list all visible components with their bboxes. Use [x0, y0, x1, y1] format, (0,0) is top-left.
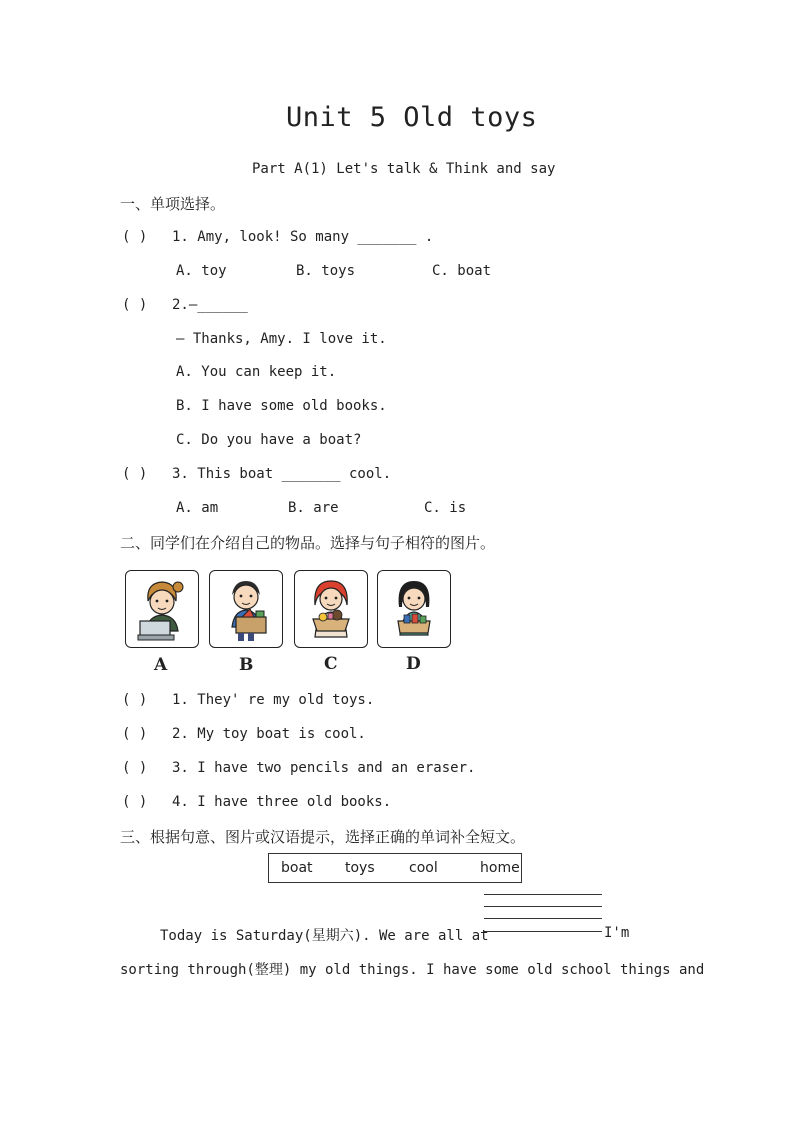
- picture-a: [125, 570, 199, 648]
- word-bank-item: boat: [281, 860, 313, 876]
- match-sentence-2: 2. My toy boat is cool.: [172, 726, 366, 742]
- passage-line-2: sorting through(整理) my old things. I have some old school things and: [120, 962, 705, 978]
- answer-bracket-2[interactable]: ( ): [122, 297, 148, 313]
- match-sentence-4: 4. I have three old books.: [172, 794, 392, 810]
- question-2-stem: 2.—______: [172, 297, 248, 313]
- picture-d: [377, 570, 451, 648]
- girl-with-toy-box-icon: [295, 571, 367, 647]
- section-2-heading: 二、同学们在介绍自己的物品。选择与句子相符的图片。: [120, 534, 496, 552]
- match-bracket-3[interactable]: ( ): [122, 760, 148, 776]
- passage-line-1: Today is Saturday(星期六). We are all at: [160, 928, 489, 944]
- question-2-reply: — Thanks, Amy. I love it.: [176, 331, 387, 347]
- boy-with-toy-boat-icon: [210, 571, 282, 647]
- q1-option-a: A. toy: [176, 263, 227, 279]
- q1-option-c: C. boat: [432, 263, 492, 279]
- question-3-stem: 3. This boat _______ cool.: [172, 466, 392, 482]
- question-1-stem: 1. Amy, look! So many _______ .: [172, 229, 434, 245]
- answer-bracket-3[interactable]: ( ): [122, 466, 148, 482]
- section-1-heading: 一、单项选择。: [120, 195, 226, 213]
- picture-label-a: A: [154, 655, 168, 675]
- girl-with-laptop-icon: [126, 571, 198, 647]
- passage-line-1-end: I'm: [604, 925, 630, 941]
- match-sentence-3: 3. I have two pencils and an eraser.: [172, 760, 476, 776]
- picture-label-d: D: [406, 654, 421, 674]
- word-bank-item: home: [480, 860, 520, 876]
- picture-label-c: C: [324, 654, 338, 674]
- q2-option-a: A. You can keep it.: [176, 364, 337, 380]
- match-bracket-1[interactable]: ( ): [122, 692, 148, 708]
- q3-option-c: C. is: [424, 500, 467, 516]
- answer-blank-line[interactable]: [484, 931, 602, 932]
- word-bank-item: toys: [345, 860, 375, 876]
- picture-b: [209, 570, 283, 648]
- picture-c: [294, 570, 368, 648]
- match-bracket-2[interactable]: ( ): [122, 726, 148, 742]
- q3-option-b: B. are: [288, 500, 339, 516]
- word-bank: [268, 853, 522, 883]
- page-title: Unit 5 Old toys: [286, 102, 538, 133]
- word-bank-item: cool: [409, 860, 438, 876]
- writing-line: [484, 918, 602, 919]
- writing-line: [484, 894, 602, 895]
- writing-line: [484, 906, 602, 907]
- match-bracket-4[interactable]: ( ): [122, 794, 148, 810]
- girl-with-books-icon: [378, 571, 450, 647]
- page-subtitle: Part A(1) Let's talk & Think and say: [252, 161, 556, 177]
- q2-option-c: C. Do you have a boat?: [176, 432, 362, 448]
- q1-option-b: B. toys: [296, 263, 356, 279]
- answer-bracket-1[interactable]: ( ): [122, 229, 148, 245]
- picture-label-b: B: [239, 655, 254, 675]
- match-sentence-1: 1. They' re my old toys.: [172, 692, 375, 708]
- q3-option-a: A. am: [176, 500, 219, 516]
- q2-option-b: B. I have some old books.: [176, 398, 387, 414]
- section-3-heading: 三、根据句意、图片或汉语提示，选择正确的单词补全短文。: [120, 828, 526, 846]
